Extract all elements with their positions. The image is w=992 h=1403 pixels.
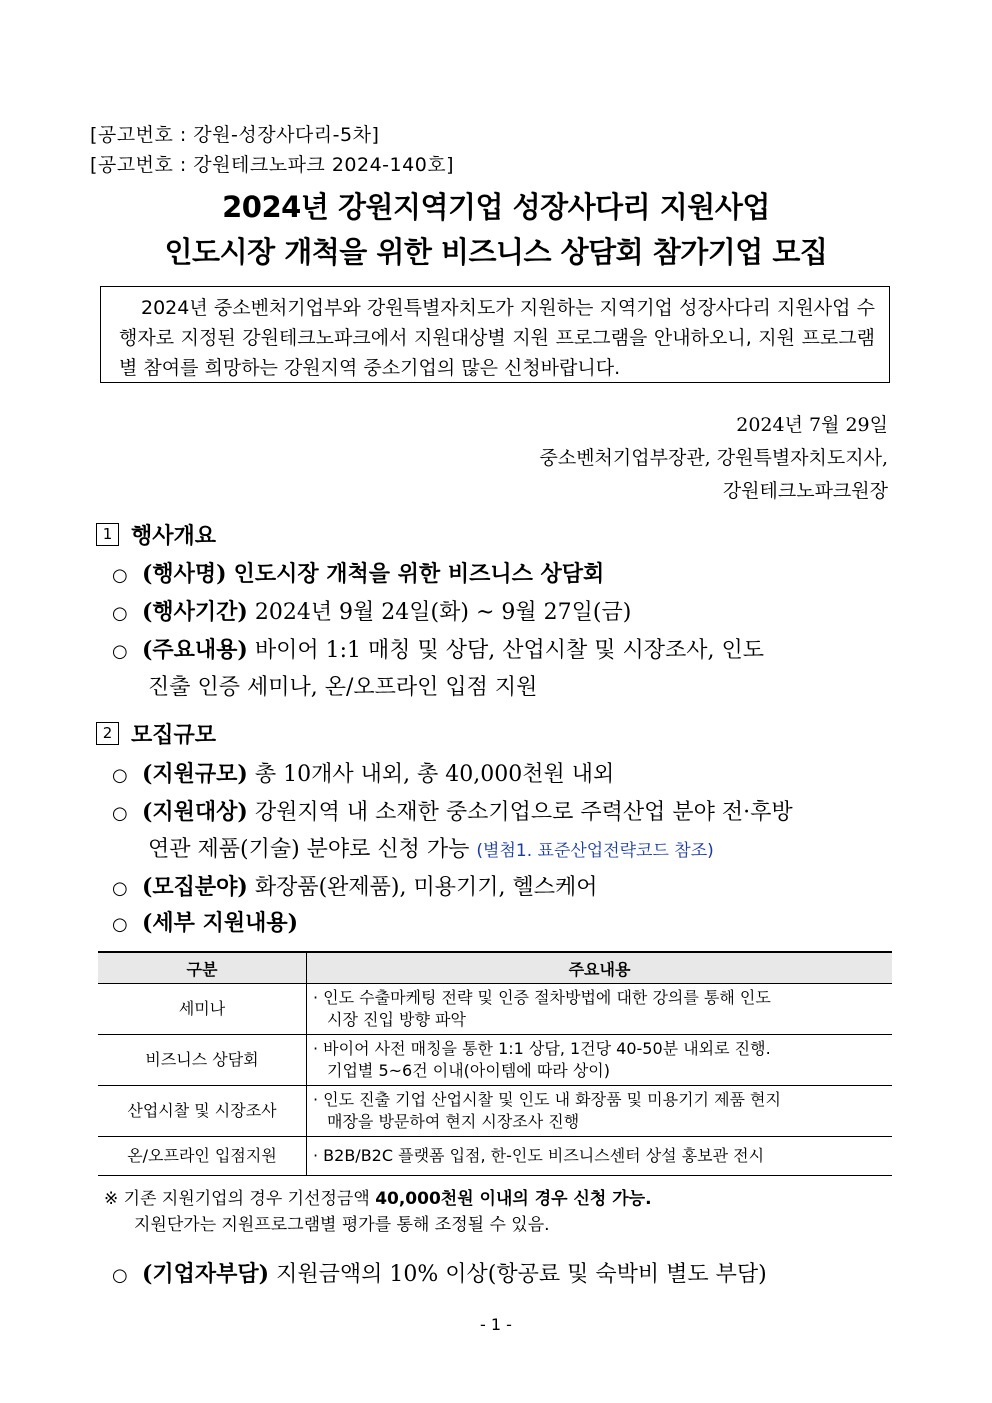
announcement-date: 2024년 7월 29일: [736, 414, 888, 436]
table-cell-content: [307, 1035, 893, 1086]
section-1-title: 행사개요: [131, 524, 217, 549]
table-row: [98, 1086, 892, 1137]
bullet-recruit-field: [112, 870, 598, 901]
period-label: (행사기간): [142, 599, 248, 625]
note-line1: [104, 1184, 652, 1209]
field-value: 화장품(완제품), 미용기기, 헬스케어: [254, 875, 598, 900]
table-row: [98, 984, 892, 1035]
detail-label: (세부 지원내용): [142, 910, 298, 936]
table-cell-line2: 시장 진입 방향 파악: [327, 1010, 466, 1029]
table-cell-line1: · B2B/B2C 플랫폼 입점, 한-인도 비즈니스센터 상설 홍보관 전시: [313, 1146, 765, 1165]
table-cell-line1: · 인도 진출 기업 산업시찰 및 인도 내 화장품 및 미용기기 제품 현지: [313, 1090, 781, 1109]
bullet-event-period: [112, 595, 631, 626]
table-cell-category: 산업시찰 및 시장조사: [98, 1086, 307, 1137]
table-row: [98, 1035, 892, 1086]
bullet-mark: ○: [112, 765, 128, 786]
intro-box: 2024년 중소벤처기업부와 강원특별자치도가 지원하는 지역기업 성장사다리 지원사업 수행자로 지정된 강원테크노파크에서 지원대상별 지원 프로그램을 안내하오니, 지원 프로그램별 참여를 희망하는 강원지역 중소기업의 많은 신청바랍니다.: [100, 286, 890, 383]
target-value-line1: 강원지역 내 소재한 중소기업으로 주력산업 분야 전·후방: [254, 800, 793, 825]
table-cell-line1: · 바이어 사전 매칭을 통한 1:1 상담, 1건당 40-50분 내외로 진행.: [313, 1039, 771, 1058]
table-header-category: 구분: [98, 952, 307, 984]
table-cell-content: [307, 1137, 893, 1176]
table-cell-content: [307, 1086, 893, 1137]
section-2-heading: [96, 718, 216, 749]
scale-value: 총 10개사 내외, 총 40,000천원 내외: [254, 762, 615, 787]
page-number: - 1 -: [480, 1315, 512, 1334]
content-value-line1: 바이어 1:1 매칭 및 상담, 산업시찰 및 시장조사, 인도: [254, 638, 764, 663]
bullet-detail-support: [112, 906, 298, 937]
event-name-label: (행사명): [142, 561, 227, 587]
document-title-line1: 2024년 강원지역기업 성장사다리 지원사업: [222, 190, 770, 224]
bullet-support-scale: [112, 757, 614, 788]
section-2-title: 모집규모: [131, 723, 217, 748]
note-text-a: 기존 지원기업의 경우 기선정금액: [123, 1189, 370, 1209]
table-cell-content: [307, 984, 893, 1035]
table-cell-category: 세미나: [98, 984, 307, 1035]
burden-label: (기업자부담): [142, 1261, 270, 1287]
table-cell-category: 비즈니스 상담회: [98, 1035, 307, 1086]
period-value: 2024년 9월 24일(화) ~ 9월 27일(금): [254, 600, 632, 625]
bullet-company-burden: [112, 1257, 767, 1288]
table-header-row: [98, 952, 892, 984]
burden-value: 지원금액의 10% 이상(항공료 및 숙박비 별도 부담): [276, 1262, 767, 1287]
table-row: [98, 1137, 892, 1176]
section-1-number: 1: [96, 523, 119, 546]
sender-line1: 중소벤처기업부장관, 강원특별자치도지사,: [539, 447, 888, 469]
document-title-line2: 인도시장 개척을 위한 비즈니스 상담회 참가기업 모집: [164, 235, 828, 269]
event-name-value: 인도시장 개척을 위한 비즈니스 상담회: [233, 561, 605, 587]
bullet-mark: ○: [112, 603, 128, 624]
content-label: (주요내용): [142, 637, 248, 663]
target-reference: (별첨1. 표준산업전략코드 참조): [476, 841, 714, 861]
table-cell-line1: · 인도 수출마케팅 전략 및 인증 절차방법에 대한 강의를 통해 인도: [313, 988, 771, 1007]
note-line2: 지원단가는 지원프로그램별 평가를 통해 조정될 수 있음.: [134, 1215, 550, 1235]
announcement-number-1: [공고번호 : 강원-성장사다리-5차]: [90, 124, 380, 146]
table-cell-category: 온/오프라인 입점지원: [98, 1137, 307, 1176]
table-header-content: 주요내용: [307, 952, 893, 984]
bullet-mark: ○: [112, 914, 128, 935]
target-continuation: [148, 832, 714, 863]
bullet-mark: ○: [112, 803, 128, 824]
bullet-mark: ○: [112, 641, 128, 662]
bullet-mark: ○: [112, 1265, 128, 1286]
bullet-mark: ○: [112, 565, 128, 586]
target-value-line2: 연관 제품(기술) 분야로 신청 가능: [148, 837, 470, 862]
table-cell-line2: 매장을 방문하여 현지 시장조사 진행: [327, 1112, 580, 1131]
content-value-line2: 진출 인증 세미나, 온/오프라인 입점 지원: [148, 675, 538, 700]
table-cell-line2: 기업별 5~6건 이내(아이템에 따라 상이): [327, 1061, 610, 1080]
target-label: (지원대상): [142, 799, 248, 825]
bullet-support-target: [112, 795, 793, 826]
bullet-main-content: [112, 633, 764, 664]
note-mark: ※: [104, 1189, 119, 1209]
sender-line2: 강원테크노파크원장: [722, 480, 888, 502]
bullet-mark: ○: [112, 878, 128, 899]
bullet-event-name: [112, 557, 604, 588]
support-detail-table: [98, 951, 892, 1176]
announcement-number-2: [공고번호 : 강원테크노파크 2024-140호]: [90, 154, 455, 176]
note-text-b: 40,000천원 이내의 경우 신청 가능.: [375, 1189, 652, 1209]
section-1-heading: [96, 519, 216, 550]
section-2-number: 2: [96, 722, 119, 745]
field-label: (모집분야): [142, 874, 248, 900]
scale-label: (지원규모): [142, 761, 248, 787]
